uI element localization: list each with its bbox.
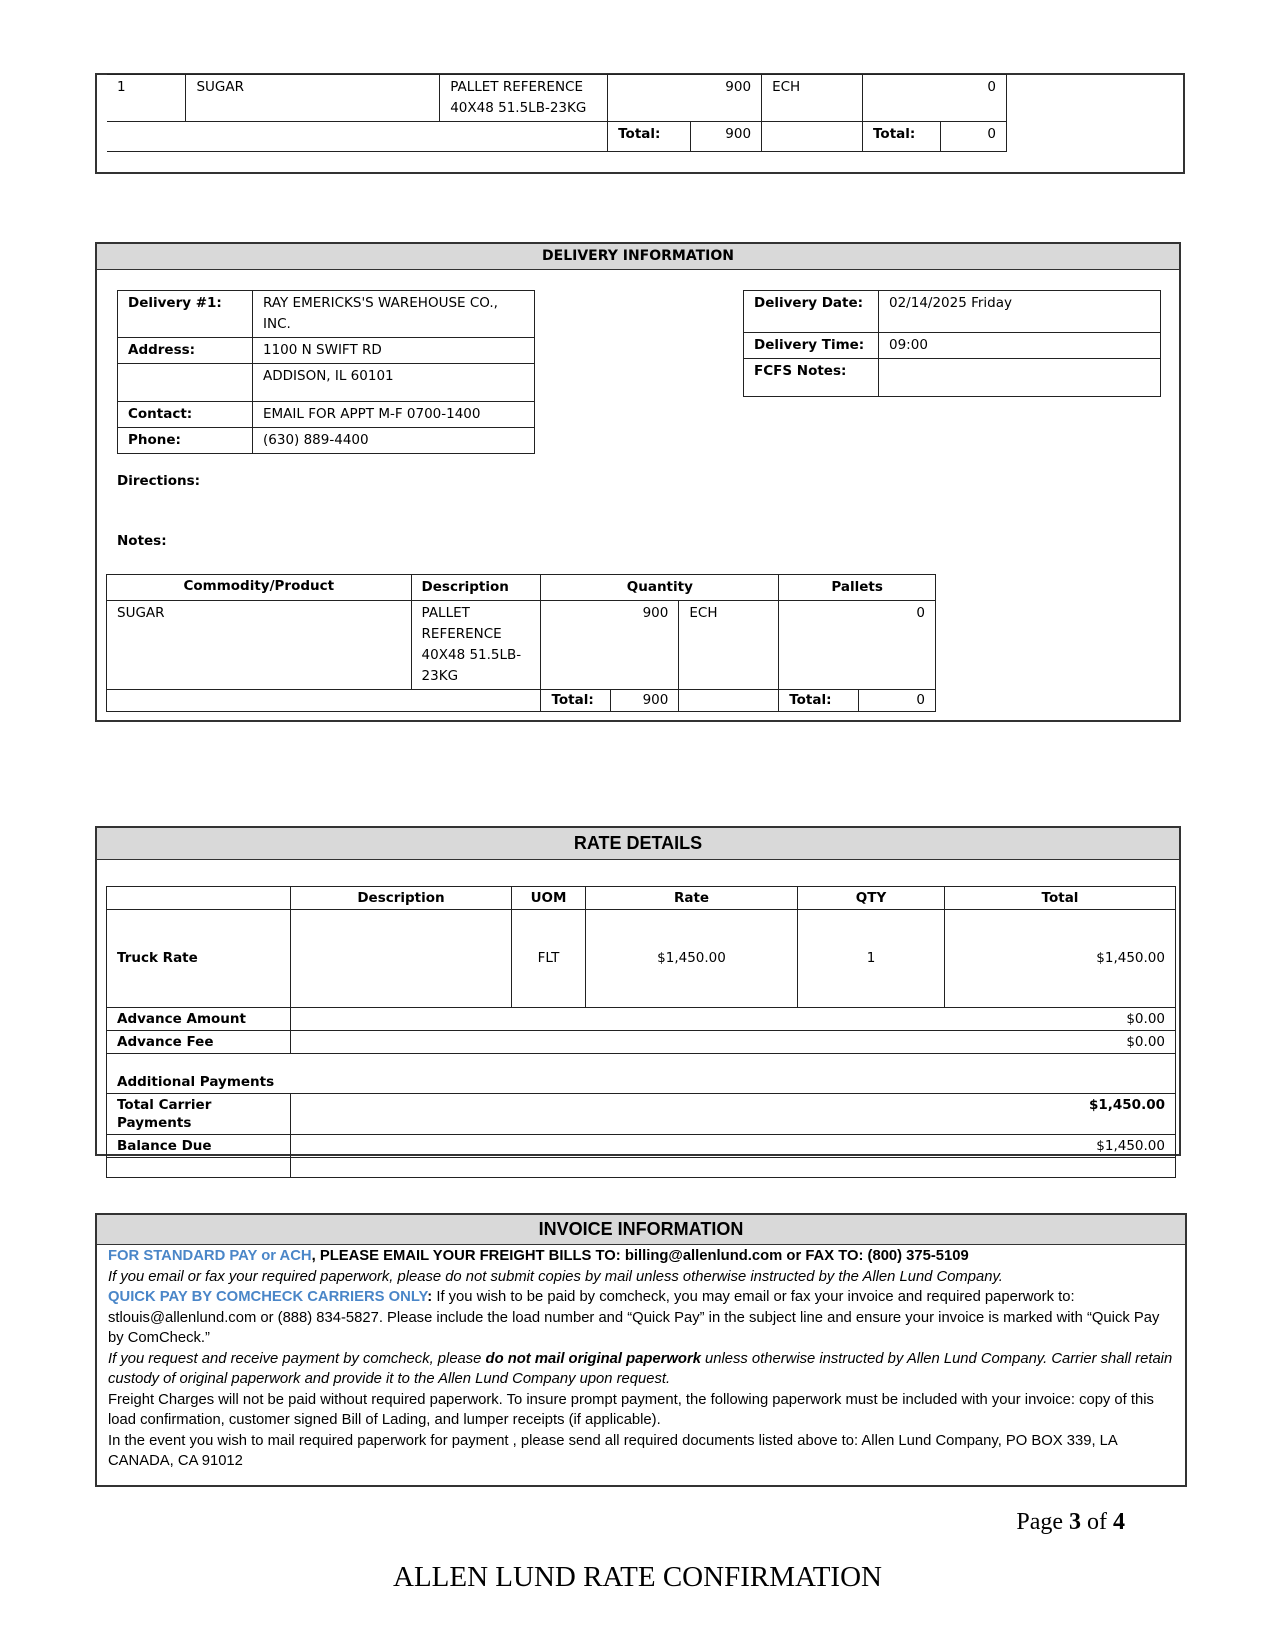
phone-value: (630) 889-4400 xyxy=(253,428,535,454)
table-row xyxy=(107,75,1007,122)
quick-pay-colon: : xyxy=(427,1289,433,1305)
comcheck-paragraph xyxy=(108,1349,1175,1390)
description-line: PALLET REFERENCE xyxy=(450,79,584,95)
delivery-name xyxy=(253,291,535,338)
description-line: REFERENCE xyxy=(421,626,502,642)
column-header: Description xyxy=(411,575,541,601)
total-label: Total: xyxy=(608,122,691,152)
qty-total: 900 xyxy=(611,690,679,712)
comcheck-emphasis: do not mail original paperwork xyxy=(485,1350,701,1367)
standard-pay-line xyxy=(108,1246,1175,1267)
table-row xyxy=(107,887,1176,910)
table-row xyxy=(107,910,1176,1008)
table-row xyxy=(744,291,1161,333)
column-header: Commodity/Product xyxy=(107,575,412,601)
column-header: Description xyxy=(291,887,512,910)
empty-cell xyxy=(118,364,253,402)
advance-amount-label: Advance Amount xyxy=(107,1008,291,1031)
balance-due-label: Balance Due xyxy=(107,1135,291,1158)
pallets-cell: 0 xyxy=(863,75,1007,122)
table-row xyxy=(107,1135,1176,1158)
table-row xyxy=(107,690,936,712)
column-header: Total xyxy=(945,887,1176,910)
directions-label: Directions: xyxy=(117,473,201,489)
address-line1: 1100 N SWIFT RD xyxy=(253,338,535,364)
advance-amount-value: $0.00 xyxy=(291,1008,1176,1031)
table-row xyxy=(107,1094,1176,1135)
unit-cell: ECH xyxy=(762,75,863,122)
total-carrier-label: Total Carrier Payments xyxy=(107,1094,291,1135)
qty-total: 900 xyxy=(691,122,762,152)
fcfs-value xyxy=(879,359,1161,397)
table-row xyxy=(107,122,1007,152)
commodity-cell: SUGAR xyxy=(186,75,440,122)
date-value: 02/14/2025 Friday xyxy=(879,291,1161,333)
table-row xyxy=(107,601,936,690)
fcfs-label: FCFS Notes: xyxy=(744,359,879,397)
truck-rate-label: Truck Rate xyxy=(107,910,291,1008)
table-row xyxy=(107,1008,1176,1031)
empty-cell xyxy=(679,690,779,712)
pallets-total: 0 xyxy=(940,122,1006,152)
empty-cell xyxy=(762,122,863,152)
description-line: 40X48 51.5LB-23KG xyxy=(450,100,587,116)
address-label: Address: xyxy=(118,338,253,364)
truck-rate: $1,450.00 xyxy=(586,910,798,1008)
column-header: QTY xyxy=(798,887,945,910)
page-number xyxy=(1016,1509,1125,1536)
empty-cell xyxy=(291,1158,1176,1178)
delivery-label: Delivery #1: xyxy=(118,291,253,338)
table-row xyxy=(744,333,1161,359)
date-label: Delivery Date: xyxy=(744,291,879,333)
contact-value: EMAIL FOR APPT M-F 0700-1400 xyxy=(253,402,535,428)
column-header: Rate xyxy=(586,887,798,910)
quantity-cell: 900 xyxy=(608,75,762,122)
empty-cell xyxy=(107,122,608,152)
notes-label: Notes: xyxy=(117,533,167,549)
table-row xyxy=(107,1158,1176,1178)
total-label: Total: xyxy=(779,690,859,712)
name-line: INC. xyxy=(263,316,291,332)
description-line: 23KG xyxy=(421,668,459,684)
standard-pay-text: , PLEASE EMAIL YOUR FREIGHT BILLS TO: billing@allenlund.com or FAX TO: (800) 375-5109 xyxy=(311,1248,969,1264)
name-line: RAY EMERICKS'S WAREHOUSE CO., xyxy=(263,295,498,311)
time-value: 09:00 xyxy=(879,333,1161,359)
quantity-cell: 900 xyxy=(541,601,679,690)
table-row xyxy=(107,575,936,601)
quick-pay-heading: QUICK PAY BY COMCHECK CARRIERS ONLY xyxy=(108,1289,428,1305)
table-row xyxy=(118,291,535,338)
table-row xyxy=(118,364,535,402)
comcheck-text: unless otherwise instructed by Allen Lund Company. Carrier shall retain custody of original paperwork and provide it to the Allen Lund Company upon request. xyxy=(108,1350,1173,1387)
standard-pay-heading: FOR STANDARD PAY or ACH xyxy=(108,1248,312,1264)
table-row xyxy=(118,428,535,454)
table-row xyxy=(107,1031,1176,1054)
total-carrier-value: $1,450.00 xyxy=(291,1094,1176,1135)
column-header xyxy=(107,887,291,910)
address-line2: ADDISON, IL 60101 xyxy=(253,364,535,402)
delivery-commodity-table xyxy=(106,574,936,712)
commodity-cell: SUGAR xyxy=(107,601,412,690)
rate-table xyxy=(106,886,1176,1178)
section-header: RATE DETAILS xyxy=(97,828,1179,860)
delivery-schedule-table xyxy=(743,290,1161,397)
description-line: PALLET xyxy=(421,605,470,621)
description-cell xyxy=(440,75,608,122)
page-of: of xyxy=(1081,1509,1113,1535)
description-line: 40X48 51.5LB- xyxy=(421,647,522,663)
freight-paragraph: Freight Charges will not be paid without required paperwork. To insure prompt payment, the following paperwork must be included with your invoice: copy of this load confirmation, customer signed Bill of Lading, and lumper receipts (if applicable). xyxy=(108,1391,1154,1428)
page-total: 4 xyxy=(1113,1509,1125,1535)
truck-qty: 1 xyxy=(798,910,945,1008)
page-current: 3 xyxy=(1069,1509,1081,1535)
mail-paragraph: In the event you wish to mail required paperwork for payment , please send all required documents listed above to: Allen Lund Company, PO BOX 339, LA CANADA, CA 91012 xyxy=(108,1432,1117,1469)
truck-uom: FLT xyxy=(512,910,586,1008)
table-row xyxy=(118,402,535,428)
line-number: 1 xyxy=(107,75,186,122)
additional-payments-label: Additional Payments xyxy=(107,1054,1176,1094)
truck-total: $1,450.00 xyxy=(945,910,1176,1008)
column-header: Pallets xyxy=(779,575,936,601)
total-label: Total: xyxy=(541,690,611,712)
delivery-address-table xyxy=(117,290,535,454)
table-row xyxy=(118,338,535,364)
pallets-total: 0 xyxy=(859,690,936,712)
advance-fee-label: Advance Fee xyxy=(107,1031,291,1054)
description-cell xyxy=(411,601,541,690)
column-header: Quantity xyxy=(541,575,779,601)
truck-description xyxy=(291,910,512,1008)
pallets-cell: 0 xyxy=(779,601,936,690)
unit-cell: ECH xyxy=(679,601,779,690)
page-prefix: Page xyxy=(1016,1509,1069,1535)
contact-label: Contact: xyxy=(118,402,253,428)
section-header: DELIVERY INFORMATION xyxy=(97,244,1179,270)
advance-fee-value: $0.00 xyxy=(291,1031,1176,1054)
top-commodity-table xyxy=(107,74,1007,152)
document-title: ALLEN LUND RATE CONFIRMATION xyxy=(393,1561,882,1593)
table-row xyxy=(744,359,1161,397)
quick-pay-paragraph xyxy=(108,1287,1175,1349)
balance-due-value: $1,450.00 xyxy=(291,1135,1176,1158)
empty-cell xyxy=(107,1158,291,1178)
time-label: Delivery Time: xyxy=(744,333,879,359)
table-row xyxy=(107,1054,1176,1094)
section-header: INVOICE INFORMATION xyxy=(97,1215,1185,1245)
invoice-text xyxy=(108,1246,1175,1472)
phone-label: Phone: xyxy=(118,428,253,454)
quick-pay-text: If you wish to be paid by comcheck, you may email or fax your invoice and required paperwork to: stlouis@allenlund.com or (888) 834-5827. Please include the load number and “Quick Pay” in the subject line and ensure your invoice is marked with “Quick Pay by ComCheck.” xyxy=(108,1289,1160,1346)
total-label: Total: xyxy=(863,122,941,152)
comcheck-text: If you request and receive payment by comcheck, please xyxy=(108,1350,486,1367)
empty-cell xyxy=(107,690,541,712)
invoice-section xyxy=(95,1213,1187,1487)
email-note: If you email or fax your required paperwork, please do not submit copies by mail unless otherwise instructed by the Allen Lund Company. xyxy=(108,1268,1003,1285)
column-header: UOM xyxy=(512,887,586,910)
